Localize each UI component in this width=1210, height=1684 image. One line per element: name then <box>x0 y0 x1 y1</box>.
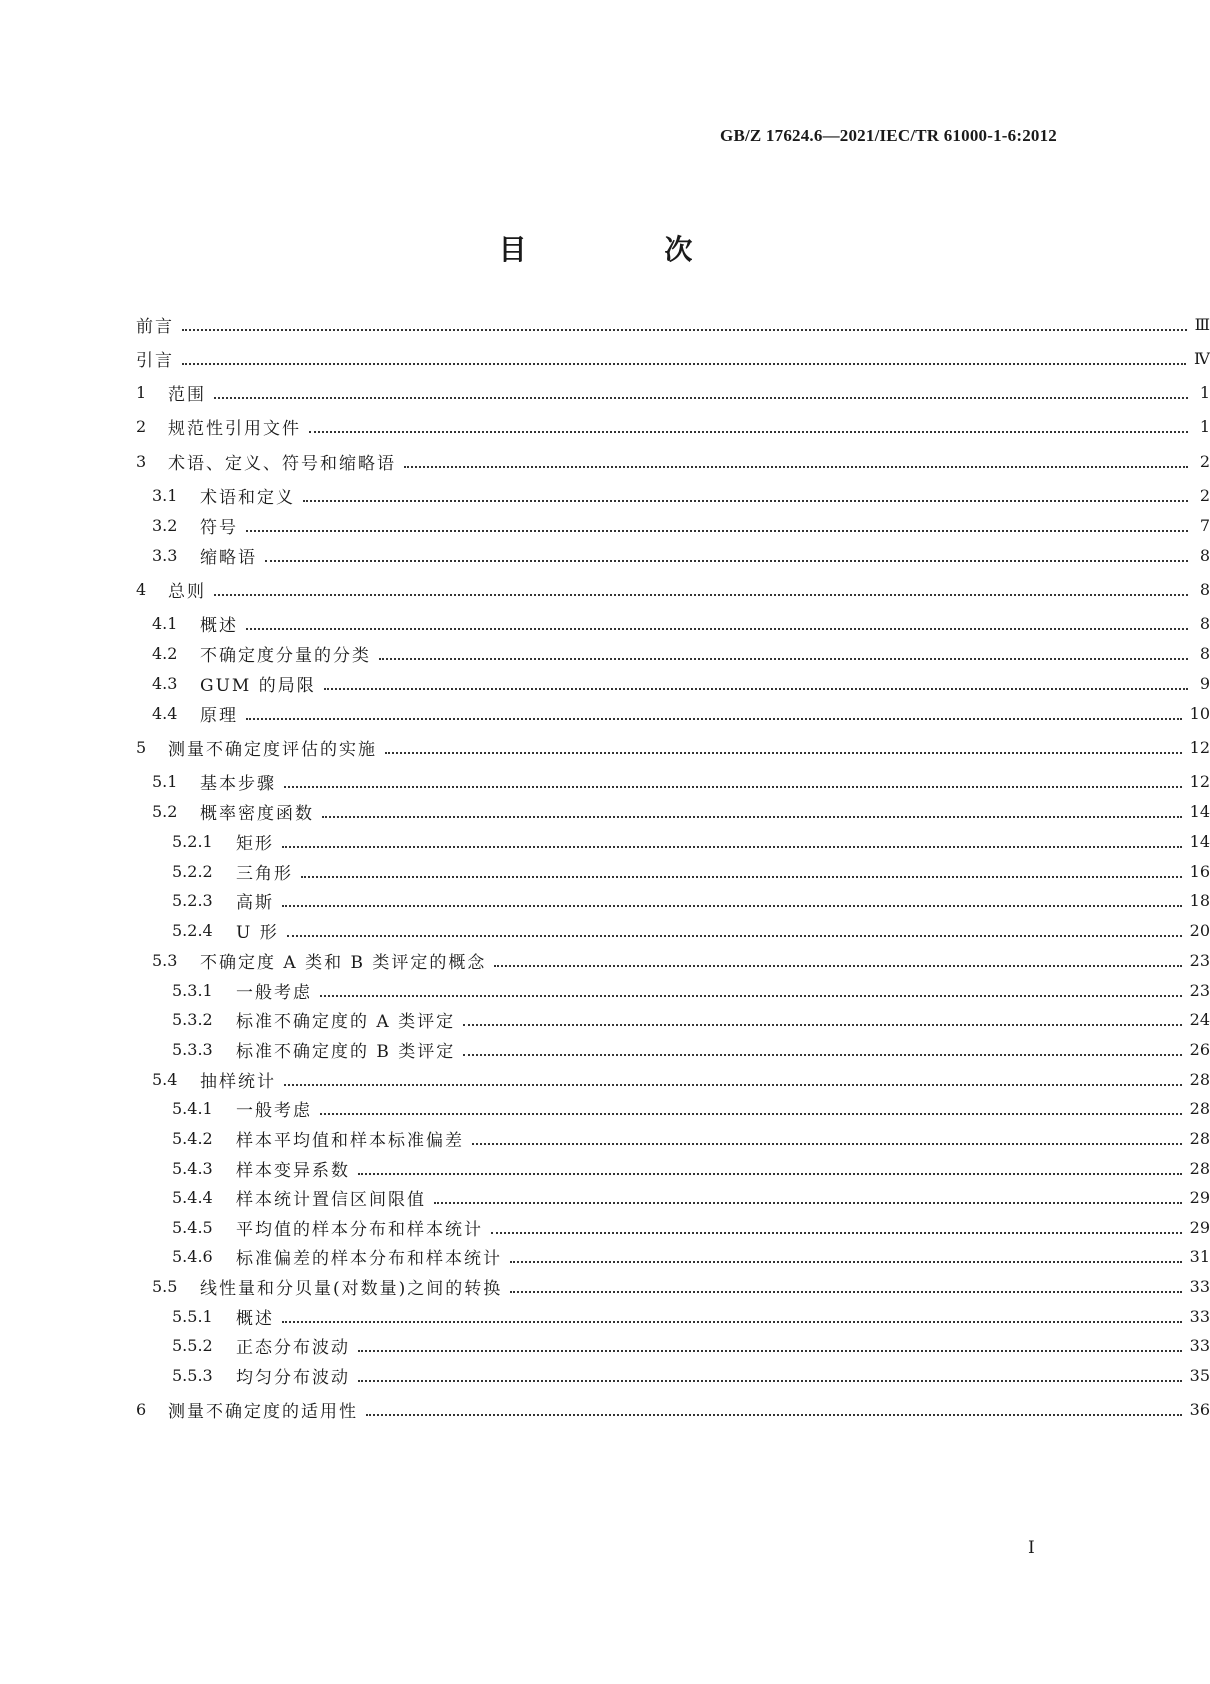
toc-entry[interactable] <box>0 639 1210 667</box>
toc-entry-title: 术语、定义、符号和缩略语 <box>168 453 396 474</box>
toc-entry-title: GUM 的局限 <box>200 675 316 696</box>
toc-entry-title: 术语和定义 <box>200 487 295 508</box>
toc-entry-number: 5.2.3 <box>172 890 213 910</box>
toc-entry-number: 4 <box>136 579 147 599</box>
toc-entry-number: 5.5.1 <box>172 1306 213 1326</box>
toc-entry-title: 基本步骤 <box>200 773 276 794</box>
toc-entry-title: 三角形 <box>236 863 293 884</box>
toc-entry-page: 24 <box>1189 1009 1210 1029</box>
toc-entry-number: 5.2 <box>152 801 178 821</box>
toc-entry-page: 28 <box>1189 1098 1210 1118</box>
toc-entry-page: 23 <box>1189 950 1210 970</box>
toc-entry-page: 8 <box>1199 613 1210 633</box>
toc-entry-page: 31 <box>1189 1246 1210 1266</box>
dot-leader <box>510 1290 1181 1293</box>
toc-entry-title: 概率密度函数 <box>200 803 314 824</box>
page-title: 目 次 <box>498 233 757 266</box>
dot-leader <box>358 1349 1182 1352</box>
toc-entry-page: 2 <box>1199 485 1210 505</box>
toc-entry[interactable] <box>0 857 1210 885</box>
toc-entry[interactable] <box>0 412 1210 440</box>
dot-leader <box>246 627 1188 630</box>
dot-leader <box>284 1083 1182 1086</box>
toc-entry-page: 14 <box>1189 801 1210 821</box>
toc-entry-number: 5.1 <box>152 771 178 791</box>
toc-entry-title: 概述 <box>236 1308 274 1329</box>
toc-entry[interactable] <box>0 767 1210 795</box>
toc-entry-page: 18 <box>1189 890 1210 910</box>
dot-leader <box>303 499 1188 502</box>
toc-entry-title: 正态分布波动 <box>236 1337 350 1358</box>
dot-leader <box>358 1379 1182 1382</box>
toc-entry-page: 2 <box>1199 451 1210 471</box>
toc-entry[interactable] <box>0 481 1210 509</box>
toc-entry-number: 4.2 <box>152 643 178 663</box>
dot-leader <box>510 1260 1182 1263</box>
toc-entry[interactable] <box>0 733 1210 761</box>
toc-entry-page: 10 <box>1189 703 1210 723</box>
toc-entry-title: 原理 <box>200 705 238 726</box>
toc-entry-page: 8 <box>1199 545 1210 565</box>
toc-entry[interactable] <box>0 916 1210 944</box>
dot-leader <box>322 815 1182 818</box>
toc-entry-page: 14 <box>1189 831 1210 851</box>
dot-leader <box>182 362 1186 365</box>
toc-entry-number: 5.4.4 <box>172 1187 213 1207</box>
toc-entry-number: 3.2 <box>152 515 178 535</box>
toc-entry-page: 12 <box>1189 737 1210 757</box>
toc-entry[interactable] <box>0 1124 1210 1152</box>
toc-entry-title: 样本变异系数 <box>236 1160 350 1181</box>
toc-entry-number: 5.3 <box>152 950 178 970</box>
toc-entry-title: 标准不确定度的 B 类评定 <box>236 1041 456 1062</box>
toc-entry[interactable] <box>0 1361 1210 1389</box>
toc-entry-title: 前言 <box>136 316 174 337</box>
toc-entry[interactable] <box>0 575 1210 603</box>
toc-entry[interactable] <box>0 1213 1210 1241</box>
toc-entry-title: 测量不确定度评估的实施 <box>168 739 377 760</box>
toc-entry-number: 3 <box>136 451 147 471</box>
toc-entry-title: U 形 <box>236 922 279 943</box>
toc-entry[interactable] <box>0 511 1210 539</box>
toc-entry-page: 33 <box>1189 1276 1210 1296</box>
toc-entry-title: 样本平均值和样本标准偏差 <box>236 1130 464 1151</box>
toc-entry-number: 5.2.2 <box>172 861 213 881</box>
toc-entry-number: 6 <box>136 1399 147 1419</box>
toc-entry[interactable] <box>0 1094 1210 1122</box>
toc-entry[interactable] <box>0 541 1210 569</box>
toc-entry-page: 28 <box>1189 1128 1210 1148</box>
toc-entry-number: 5.4.6 <box>172 1246 213 1266</box>
toc-entry-number: 5.4.3 <box>172 1158 213 1178</box>
toc-entry-title: 符号 <box>200 517 238 538</box>
toc-entry-page: 8 <box>1199 643 1210 663</box>
dot-leader <box>324 687 1188 690</box>
toc-entry-page: 12 <box>1189 771 1210 791</box>
toc-entry[interactable] <box>0 1035 1210 1063</box>
toc-entry-number: 4.4 <box>152 703 178 723</box>
page-number: I <box>1028 1538 1035 1558</box>
toc-entry[interactable] <box>0 1065 1210 1093</box>
dot-leader <box>284 785 1182 788</box>
dot-leader <box>463 1023 1182 1026</box>
dot-leader <box>358 1172 1182 1175</box>
toc-entry-page: 33 <box>1189 1335 1210 1355</box>
dot-leader <box>182 328 1187 331</box>
toc-entry-number: 5.3.3 <box>172 1039 213 1059</box>
toc-entry-number: 4.3 <box>152 673 178 693</box>
toc-entry-title: 平均值的样本分布和样本统计 <box>236 1219 483 1240</box>
toc-entry-number: 5.4.1 <box>172 1098 213 1118</box>
toc-entry-number: 5 <box>136 737 147 757</box>
toc-entry-number: 5.2.4 <box>172 920 213 940</box>
toc-entry-title: 不确定度分量的分类 <box>200 645 371 666</box>
toc-entry-number: 5.4 <box>152 1069 178 1089</box>
toc-entry[interactable] <box>0 344 1210 372</box>
dot-leader <box>282 1320 1182 1323</box>
toc-entry-page: 29 <box>1189 1217 1210 1237</box>
toc-entry[interactable] <box>0 310 1210 338</box>
toc-entry-page: Ⅲ <box>1194 314 1210 334</box>
toc-entry[interactable] <box>0 1154 1210 1182</box>
toc-entry-number: 5.3.2 <box>172 1009 213 1029</box>
toc-entry-page: 28 <box>1189 1158 1210 1178</box>
document-code: GB/Z 17624.6—2021/IEC/TR 61000-1-6:2012 <box>720 126 1057 145</box>
toc-entry-title: 均匀分布波动 <box>236 1367 350 1388</box>
toc-entry-number: 3.1 <box>152 485 178 505</box>
toc-entry-title: 一般考虑 <box>236 1100 312 1121</box>
dot-leader <box>287 934 1182 937</box>
toc-entry-title: 测量不确定度的适用性 <box>168 1401 358 1422</box>
toc-entry-title: 概述 <box>200 615 238 636</box>
toc-entry-title: 不确定度 A 类和 B 类评定的概念 <box>200 952 487 973</box>
toc-entry[interactable] <box>0 946 1210 974</box>
toc-entry-number: 5.4.2 <box>172 1128 213 1148</box>
dot-leader <box>366 1413 1182 1416</box>
toc-entry-page: 7 <box>1199 515 1210 535</box>
toc-entry[interactable] <box>0 1302 1210 1330</box>
dot-leader <box>463 1053 1181 1056</box>
toc-entry[interactable] <box>0 609 1210 637</box>
toc-entry-title: 引言 <box>136 350 174 371</box>
toc-entry[interactable] <box>0 1331 1210 1359</box>
dot-leader <box>214 396 1188 399</box>
toc-entry-number: 3.3 <box>152 545 178 565</box>
toc-entry-title: 范围 <box>168 384 206 405</box>
dot-leader <box>472 1142 1182 1145</box>
toc-entry[interactable] <box>0 1005 1210 1033</box>
toc-entry-page: Ⅳ <box>1194 348 1210 368</box>
toc-entry-title: 抽样统计 <box>200 1071 276 1092</box>
toc-entry-page: 33 <box>1189 1306 1210 1326</box>
toc-entry-number: 5.5.2 <box>172 1335 213 1355</box>
toc-entry-title: 标准偏差的样本分布和样本统计 <box>236 1248 502 1269</box>
dot-leader <box>282 845 1182 848</box>
toc-entry[interactable] <box>0 827 1210 855</box>
toc-entry-number: 5.5 <box>152 1276 178 1296</box>
toc-entry-page: 35 <box>1189 1365 1210 1385</box>
toc-entry-number: 1 <box>136 382 147 402</box>
toc-entry-title: 一般考虑 <box>236 982 312 1003</box>
toc-entry-title: 标准不确定度的 A 类评定 <box>236 1011 456 1032</box>
toc-entry[interactable] <box>0 886 1210 914</box>
dot-leader <box>379 657 1188 660</box>
toc-entry-page: 23 <box>1189 980 1210 1000</box>
dot-leader <box>214 593 1188 596</box>
dot-leader <box>301 875 1182 878</box>
toc-entry[interactable] <box>0 797 1210 825</box>
toc-entry-page: 29 <box>1189 1187 1210 1207</box>
toc-entry[interactable] <box>0 447 1210 475</box>
toc-entry-number: 4.1 <box>152 613 178 633</box>
toc-entry[interactable] <box>0 976 1210 1004</box>
dot-leader <box>491 1231 1182 1234</box>
toc-entry-page: 9 <box>1199 673 1210 693</box>
dot-leader <box>434 1201 1182 1204</box>
toc-entry-title: 规范性引用文件 <box>168 418 301 439</box>
dot-leader <box>320 994 1182 997</box>
toc-entry-title: 样本统计置信区间限值 <box>236 1189 426 1210</box>
toc-entry-number: 5.5.3 <box>172 1365 213 1385</box>
dot-leader <box>494 964 1181 967</box>
toc-entry-title: 矩形 <box>236 833 274 854</box>
toc-entry-number: 2 <box>136 416 147 436</box>
toc-entry-page: 1 <box>1199 382 1210 402</box>
toc-entry-page: 26 <box>1189 1039 1210 1059</box>
dot-leader <box>246 717 1182 720</box>
toc-entry-title: 线性量和分贝量(对数量)之间的转换 <box>200 1278 503 1299</box>
toc-entry-number: 5.4.5 <box>172 1217 213 1237</box>
toc-entry-title: 缩略语 <box>200 547 257 568</box>
toc-entry[interactable] <box>0 1272 1210 1300</box>
dot-leader <box>265 559 1188 562</box>
toc-entry[interactable] <box>0 1395 1210 1423</box>
toc-entry-page: 16 <box>1189 861 1210 881</box>
dot-leader <box>282 904 1182 907</box>
toc-entry-page: 20 <box>1189 920 1210 940</box>
toc-entry-page: 8 <box>1199 579 1210 599</box>
dot-leader <box>320 1112 1182 1115</box>
dot-leader <box>404 465 1188 468</box>
toc-entry[interactable] <box>0 1183 1210 1211</box>
toc-entry-page: 36 <box>1189 1399 1210 1419</box>
toc-entry[interactable] <box>0 669 1210 697</box>
toc-entry[interactable] <box>0 1242 1210 1270</box>
toc-entry[interactable] <box>0 699 1210 727</box>
toc-entry[interactable] <box>0 378 1210 406</box>
toc-entry-page: 28 <box>1189 1069 1210 1089</box>
toc-entry-title: 高斯 <box>236 892 274 913</box>
dot-leader <box>246 529 1188 532</box>
dot-leader <box>385 751 1182 754</box>
toc-entry-number: 5.2.1 <box>172 831 213 851</box>
toc-entry-title: 总则 <box>168 581 206 602</box>
toc-entry-number: 5.3.1 <box>172 980 213 1000</box>
toc-entry-page: 1 <box>1199 416 1210 436</box>
dot-leader <box>309 430 1188 433</box>
